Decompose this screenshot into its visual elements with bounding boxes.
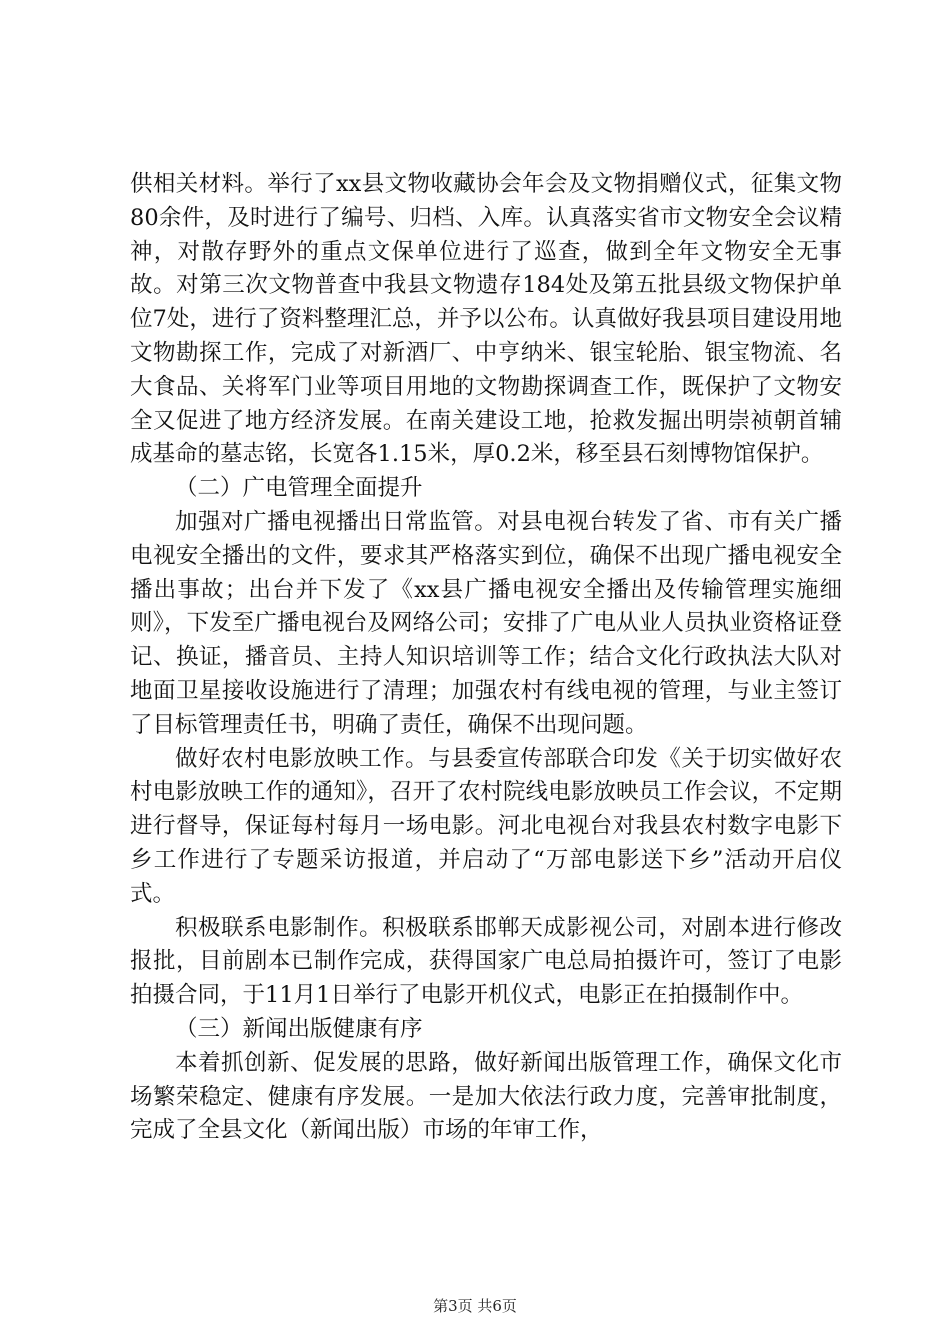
section-heading-broadcast: （二）广电管理全面提升 <box>175 475 423 502</box>
paragraph-press-management: 本着抓创新、促发展的思路，做好新闻出版管理工作，确保文化市场繁荣稳定、健康有序发展。一是加大依法行政力度，完善审批制度，完成了全县文化（新闻出版）市场的年审工作， <box>130 1049 842 1144</box>
section-heading-press: （三）新闻出版健康有序 <box>175 1015 423 1042</box>
paragraph-rural-film: 做好农村电影放映工作。与县委宣传部联合印发《关于切实做好农村电影放映工作的通知》，召开了农村院线电影放映员工作会议，不定期进行督导，保证每村每月一场电影。河北电视台对我县农村数字电影下乡工作进行了专题采访报道，并启动了“万部电影送下乡”活动开启仪式。 <box>130 745 842 907</box>
paragraph-cultural-relics-continued: 供相关材料。举行了xx县文物收藏协会年会及文物捐赠仪式，征集文物80余件，及时进行了编号、归档、入库。认真落实省市文物安全会议精神，对散存野外的重点文保单位进行了巡查，做到全年文物安全无事故。对第三次文物普查中我县文物遗存184处及第五批县级文物保护单位7处，进行了资料整理汇总，并予以公布。认真做好我县项目建设用地文物勘探工作，完成了对新酒厂、中亨纳米、银宝轮胎、银宝物流、名大食品、关将军门业等项目用地的文物勘探调查工作，既保护了文物安全又促进了地方经济发展。在南关建设工地，抢救发掘出明崇祯朝首辅成基命的墓志铭，长宽各1.15米，厚0.2米，移至县石刻博物馆保护。 <box>130 171 842 468</box>
page-number-footer: 第3页 共6页 <box>433 1297 517 1315</box>
body-text <box>130 168 842 1148</box>
paragraph-broadcast-supervision: 加强对广播电视播出日常监管。对县电视台转发了省、市有关广播电视安全播出的文件，要求其严格落实到位，确保不出现广播电视安全播出事故；出台并下发了《xx县广播电视安全播出及传输管理实施细则》，下发至广播电视台及网络公司；安排了广电从业人员执业资格证登记、换证，播音员、主持人知识培训等工作；结合文化行政执法大队对地面卫星接收设施进行了清理；加强农村有线电视的管理，与业主签订了目标管理责任书，明确了责任，确保不出现问题。 <box>130 508 842 738</box>
paragraph-film-production: 积极联系电影制作。积极联系邯郸天成影视公司，对剧本进行修改报批，目前剧本已制作完成，获得国家广电总局拍摄许可，签订了电影拍摄合同，于11月1日举行了电影开机仪式，电影正在拍摄制作中。 <box>130 914 842 1009</box>
